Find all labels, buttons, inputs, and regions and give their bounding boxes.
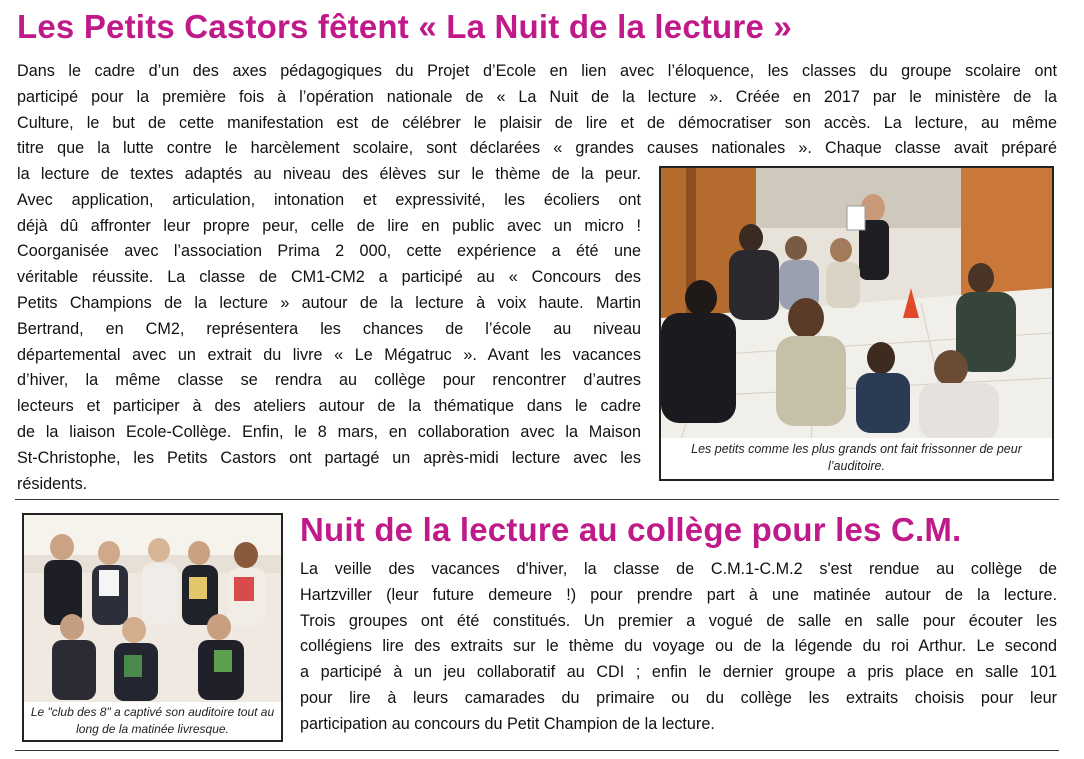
photo-caption: Le "club des 8" a captivé son auditoire tout au long de la matinée livresque. [24, 702, 281, 740]
text-line: Petits Champions de la lecture » autour de la lecture à voix haute. Martin [17, 293, 641, 312]
text-line: d’hiver, la même classe se rendra au collège pour rencontrer d’autres [17, 371, 641, 390]
text-line: résidents. [17, 474, 88, 493]
text-line: de la liaison Ecole-Collège. Enfin, le 8 mars, en collaboration avec la Maison [17, 422, 641, 441]
text-line: Hartzviller (leur future demeure !) pour prendre part à une matinée autour de la lecture. [300, 585, 1057, 604]
text-line: Dans le cadre d’un des axes pédagogiques du Projet d’Ecole en lien avec l’éloquence, les classes du groupe scolaire ont [17, 62, 1057, 80]
text-line: la lecture de textes adaptés au niveau des élèves sur le thème de la peur. [17, 165, 641, 183]
text-line: déjà dû affronter leur propre peur, celle de lire en public avec un micro ! [17, 216, 641, 235]
section-divider [15, 499, 1059, 500]
article-body-paragraph [300, 557, 1057, 738]
text-line: Culture, le but de cette manifestation est de célébrer le plaisir de lire et de démocratiser son accès. La lecture, au même [17, 113, 1057, 132]
text-line: départemental avec un extrait du livre « Le Mégatruc ». Avant les vacances [17, 345, 641, 364]
text-line: véritable réussite. La classe de CM1-CM2 a participé au « Concours des [17, 268, 641, 287]
article-intro-paragraph [17, 59, 1057, 162]
text-line: participation au concours du Petit Champion de la lecture. [300, 714, 715, 733]
article-title: Nuit de la lecture au collège pour les C.M. [300, 511, 962, 548]
text-line: collégiens lire des extraits sur le thème du voyage ou de la légende du roi Arthur. Le second [300, 637, 1057, 656]
text-line: Trois groupes ont été constitués. Un premier a vogué de salle en salle pour écouter les [300, 611, 1057, 630]
text-line: a participé à un jeu collaboratif au CDI ; enfin le dernier groupe a pris place en salle 101 [300, 663, 1057, 682]
text-line: St-Christophe, les Petits Castors ont partagé un après-midi lecture avec les [17, 448, 641, 467]
photo-illustration [661, 168, 1052, 479]
club-group-photo [22, 513, 283, 742]
text-line: titre que la lutte contre le harcèlement scolaire, sont déclarées « grandes causes nationales ». Chaque classe avait préparé [17, 139, 1057, 158]
text-line: La veille des vacances d'hiver, la classe de C.M.1-C.M.2 s'est rendue au collège de [300, 560, 1057, 578]
text-line: pour lire à leurs camarades du primaire ou du collège les extraits choisis pour leur [300, 688, 1057, 707]
article-title: Les Petits Castors fêtent « La Nuit de la lecture » [17, 8, 792, 45]
article-body-paragraph [17, 162, 641, 497]
section-divider [15, 750, 1059, 751]
text-line: Avec application, articulation, intonation et expressivité, les écoliers ont [17, 190, 641, 209]
photo-caption: Les petits comme les plus grands ont fait frissonner de peur l’auditoire. [661, 438, 1052, 479]
text-line: lecteurs et participer à des ateliers autour de la thématique dans le cadre [17, 397, 641, 416]
text-line: participé pour la première fois à l’opération nationale de « La Nuit de la lecture ». Créée en 2017 par le ministère de la [17, 87, 1057, 106]
reading-circle-photo [659, 166, 1054, 481]
text-line: Bertrand, en CM2, représentera les chances de l’école au niveau [17, 319, 641, 338]
text-line: Coorganisée avec l’association Prima 2 000, cette expérience a été une [17, 242, 641, 261]
